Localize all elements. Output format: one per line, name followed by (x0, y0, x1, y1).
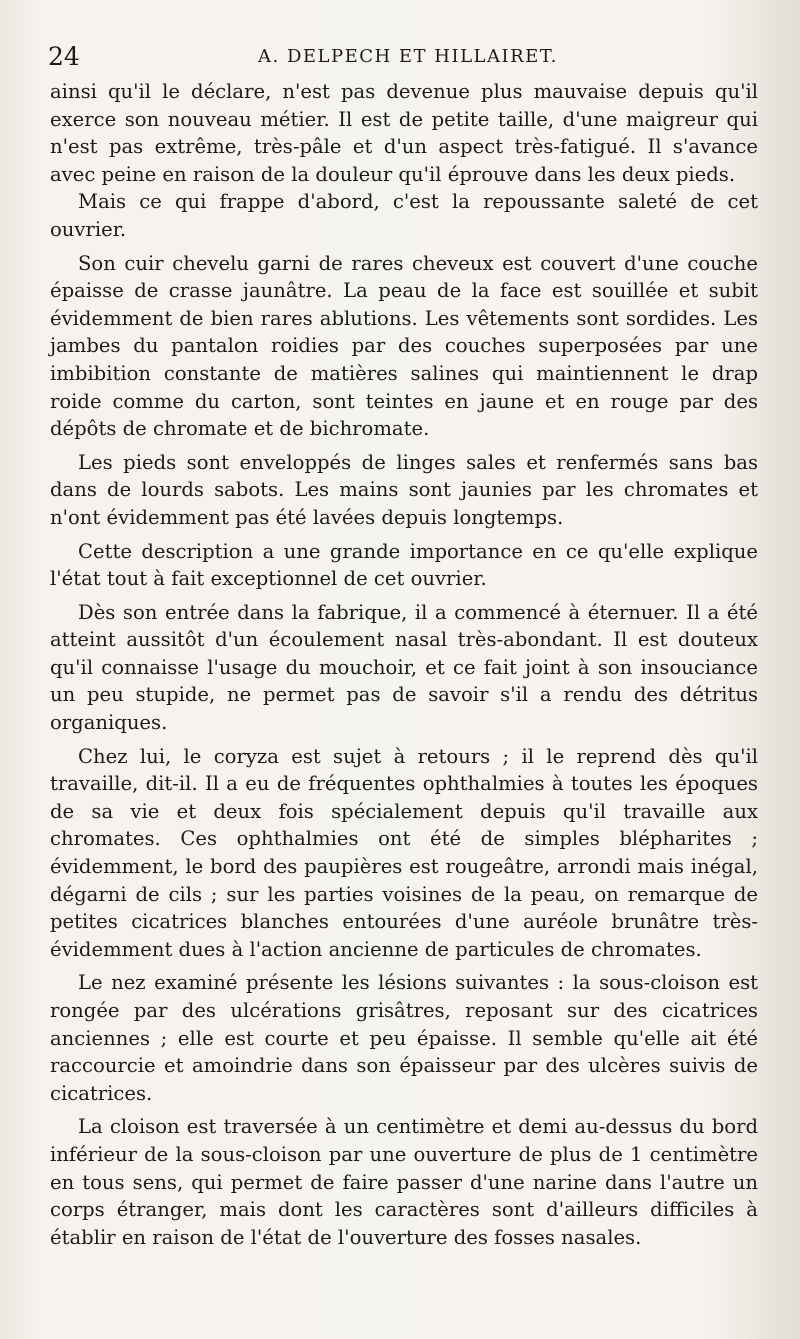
paragraph: Son cuir chevelu garni de rares cheveux est couvert d'une couche épaisse de crasse jaunâtre. La peau de la face est souillée et subit évidemment de bien rares ablutions. Les vêtements sont sordides. Les jambes du pantalon roidies par des couches superposées par une imbibition constante de matières salines qui maintiennent le drap roide comme du carton, sont teintes en jaune et en rouge par des dépôts de chromate et de bichromate. (50, 251, 758, 441)
paragraph: Chez lui, le coryza est sujet à retours ; il le reprend dès qu'il travaille, dit-il. Il a eu de fréquentes ophthalmies à toutes les époques de sa vie et deux fois spécialement depuis qu'il travaille aux chromates. Ces ophthalmies ont été de simples blépharites ; évidemment, le bord des paupières est rougeâtre, arrondi mais inégal, dégarni de cils ; sur les parties voisines de la peau, on remarque de petites cicatrices blanches entourées d'une auréole brunâtre très-évidemment dues à l'action ancienne de particules de chromates. (50, 744, 758, 961)
paragraph: Le nez examiné présente les lésions suivantes : la sous-cloison est rongée par des ulcérations grisâtres, reposant sur des cicatrices anciennes ; elle est courte et peu épaisse. Il semble qu'elle ait été raccourcie et amoindrie dans son épaisseur par des ulcères suivis de cicatrices. (50, 971, 758, 1105)
paragraph: Dès son entrée dans la fabrique, il a commencé à éternuer. Il a été atteint aussitôt d'un écoulement nasal très-abondant. Il est douteux qu'il connaisse l'usage du mouchoir, et ce fait joint à son insouciance un peu stupide, ne permet pas de savoir s'il a rendu des détritus organiques. (50, 600, 758, 735)
page-number: 24 (48, 42, 80, 71)
paragraph: Mais ce qui frappe d'abord, c'est la repoussante saleté de cet ouvrier. (50, 190, 758, 241)
body-text (50, 78, 758, 1251)
paragraph: La cloison est traversée à un centimètre et demi au-dessus du bord inférieur de la sous-cloison par une ouverture de plus de 1 centimètre en tous sens, qui permet de faire passer d'une narine dans l'autre un corps étranger, mais dont les caractères sont d'ailleurs difficiles à établir en raison de l'état de l'ouverture des fosses nasales. (50, 1115, 758, 1249)
paragraph-continued: ainsi qu'il le déclare, n'est pas devenue plus mauvaise depuis qu'il exerce son nouveau métier. Il est de petite taille, d'une maigreur qui n'est pas extrême, très-pâle et d'un aspect très-fatigué. Il s'avance avec peine en raison de la douleur qu'il éprouve dans les deux pieds. (50, 80, 758, 186)
paragraph: Les pieds sont enveloppés de linges sales et renfermés sans bas dans de lourds sabots. Les mains sont jaunies par les chromates et n'ont évidemment pas été lavées depuis longtemps. (50, 450, 758, 529)
running-head: A. DELPECH ET HILLAIRET. (258, 46, 558, 67)
page-header (48, 40, 760, 76)
paragraph: Cette description a une grande importance en ce qu'elle explique l'état tout à fait exceptionnel de cet ouvrier. (50, 539, 758, 591)
